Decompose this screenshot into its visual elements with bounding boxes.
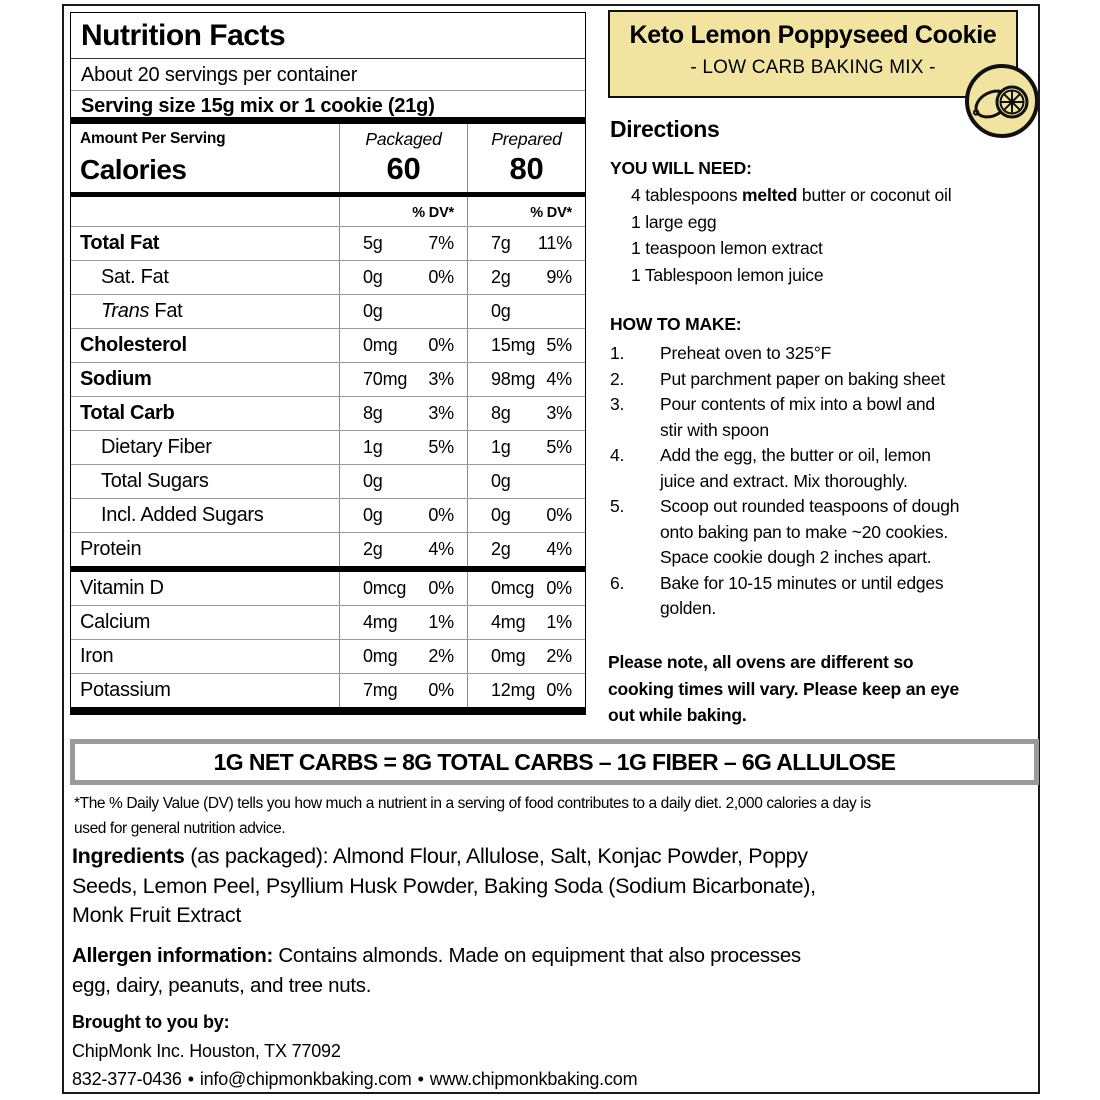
nutrient-label: Incl. Added Sugars	[101, 504, 264, 526]
daily-value-footnote	[74, 791, 1039, 841]
packaged-dv: 0%	[428, 578, 454, 598]
nutrient-label: Cholesterol	[80, 334, 187, 356]
how-to-make-heading: HOW TO MAKE:	[610, 314, 742, 334]
packaged-values	[339, 606, 467, 639]
prepared-dv: 5%	[546, 335, 572, 355]
net-carbs-banner: 1G NET CARBS = 8G TOTAL CARBS – 1G FIBER – 6G ALLULOSE	[70, 739, 1039, 785]
dv-header-packaged: % DV*	[339, 197, 467, 226]
packaged-dv: 0%	[428, 335, 454, 355]
how-to-make-step	[610, 494, 1035, 571]
allergen-line: egg, dairy, peanuts, and tree nuts.	[72, 974, 372, 997]
step-number: 1.	[610, 343, 625, 363]
packaged-values	[339, 533, 467, 566]
panel-bottom-bar	[71, 707, 585, 714]
packaged-amount: 8g	[363, 403, 383, 423]
nutrient-label: Dietary Fiber	[101, 436, 212, 458]
packaged-amount: 1g	[363, 437, 383, 457]
need-item-bold-text: melted	[742, 185, 798, 205]
prepared-amount: 15mg	[491, 335, 536, 355]
packaged-amount: 0mg	[363, 646, 398, 666]
nutrition-facts-title: Nutrition Facts	[71, 13, 585, 59]
allergen-text: Contains almonds. Made on equipment that also processes	[272, 944, 801, 967]
brought-by-label: Brought to you by:	[72, 1012, 230, 1032]
prepared-amount: 0mcg	[491, 578, 535, 598]
nutrient-row	[71, 397, 585, 431]
packaged-values	[339, 227, 467, 260]
prepared-dv: 2%	[546, 646, 572, 666]
prepared-amount: 0mg	[491, 646, 526, 666]
prepared-values	[467, 431, 585, 464]
nutrient-label: Total Sugars	[101, 470, 209, 492]
packaged-values	[339, 363, 467, 396]
prepared-values	[467, 261, 585, 294]
packaged-values	[339, 499, 467, 532]
packaged-amount: 0mcg	[363, 578, 407, 598]
prepared-amount: 12mg	[491, 680, 536, 700]
ingredients-line: Monk Fruit Extract	[72, 903, 242, 927]
company-address: ChipMonk Inc. Houston, TX 77092	[72, 1040, 341, 1061]
prepared-amount: 0g	[491, 505, 511, 525]
nutrient-row	[71, 499, 585, 533]
how-to-make-step	[610, 443, 1035, 494]
packaged-dv: 5%	[428, 437, 454, 457]
nutrient-label: Total Carb	[80, 402, 175, 424]
packaged-dv: 0%	[428, 680, 454, 700]
ingredients-text: (as packaged): Almond Flour, Allulose, Salt, Konjac Powder, Poppy	[184, 844, 808, 868]
product-header-box	[608, 10, 1018, 98]
amount-per-serving-label: Amount Per Serving	[80, 130, 226, 147]
calories-section	[71, 124, 585, 197]
footer-section	[72, 1008, 1052, 1094]
nutrient-label: Sat. Fat	[101, 266, 169, 288]
nutrient-row	[71, 572, 585, 606]
nutrition-facts-panel	[70, 12, 586, 715]
need-item: 1 teaspoon lemon extract	[631, 238, 823, 258]
step-number: 6.	[610, 572, 625, 593]
step-text: Preheat oven to 325°F	[660, 343, 832, 363]
nutrient-row	[71, 295, 585, 329]
packaged-dv: 0%	[428, 267, 454, 287]
prepared-amount: 0g	[491, 471, 511, 491]
calories-packaged-value: 60	[339, 148, 467, 192]
prepared-amount: 2g	[491, 267, 511, 287]
nutrient-row	[71, 363, 585, 397]
packaged-values	[339, 397, 467, 430]
packaged-amount: 5g	[363, 233, 383, 253]
nutrient-label: Iron	[80, 645, 114, 667]
nutrient-label: Total Fat	[80, 232, 160, 254]
calories-label: Calories	[80, 154, 187, 185]
prepared-values	[467, 227, 585, 260]
step-text: Pour contents of mix into a bowl and stir with spoon	[660, 394, 935, 440]
how-to-make-steps	[610, 341, 1035, 622]
need-item	[631, 182, 1035, 209]
prepared-values	[467, 533, 585, 566]
nutrient-label: Protein	[80, 538, 142, 560]
prepared-dv: 0%	[546, 680, 572, 700]
prepared-dv: 0%	[546, 578, 572, 598]
phone-number: 832-377-0436	[72, 1069, 182, 1089]
nutrient-label: Vitamin D	[80, 577, 164, 599]
packaged-dv: 1%	[428, 612, 454, 632]
nutrient-row	[71, 227, 585, 261]
please-note-line: Please note, all ovens are different so	[608, 652, 914, 672]
step-text: Put parchment paper on baking sheet	[660, 368, 945, 389]
prepared-values	[467, 640, 585, 673]
prepared-values	[467, 499, 585, 532]
prepared-values	[467, 329, 585, 362]
lemon-icon	[963, 62, 1041, 140]
prepared-amount: 7g	[491, 233, 511, 253]
prepared-dv: 9%	[546, 267, 572, 287]
prepared-dv: 11%	[537, 233, 572, 253]
packaged-values	[339, 295, 467, 328]
how-to-make-step	[610, 571, 1035, 622]
nutrient-rows	[71, 227, 585, 707]
nutrient-row	[71, 465, 585, 499]
prepared-amount: 98mg	[491, 369, 536, 389]
product-title: Keto Lemon Poppyseed Cookie	[629, 21, 997, 49]
prepared-values	[467, 295, 585, 328]
directions-heading: Directions	[610, 116, 720, 142]
packaged-dv: 3%	[428, 403, 454, 423]
packaged-values	[339, 674, 467, 707]
packaged-values	[339, 431, 467, 464]
packaged-values	[339, 329, 467, 362]
packaged-amount: 0g	[363, 267, 383, 287]
prepared-values	[467, 572, 585, 605]
nutrient-row	[71, 674, 585, 707]
nutrient-label: Calcium	[80, 611, 151, 633]
contact-line	[72, 1065, 1052, 1094]
how-to-make-step	[610, 341, 1035, 367]
packaged-values	[339, 572, 467, 605]
you-will-need-section	[610, 158, 1035, 288]
prepared-dv: 0%	[546, 505, 572, 525]
nutrient-row	[71, 533, 585, 572]
daily-value-header-row	[71, 197, 585, 227]
packaged-values	[339, 640, 467, 673]
step-number: 4.	[610, 445, 625, 465]
prepared-values	[467, 606, 585, 639]
need-item: 1 Tablespoon lemon juice	[631, 264, 824, 285]
packaged-amount: 0g	[363, 505, 383, 525]
prepared-dv: 4%	[546, 369, 572, 389]
serving-size: Serving size 15g mix or 1 cookie (21g)	[71, 91, 585, 124]
please-note-line: cooking times will vary. Please keep an eye	[608, 678, 959, 699]
prepared-amount: 0g	[491, 301, 511, 321]
prepared-amount: 4mg	[491, 612, 526, 632]
prepared-amount: 8g	[491, 403, 511, 423]
footnote-line: *The % Daily Value (DV) tells you how much a nutrient in a serving of food contributes to a daily diet. 2,000 calories a day is	[74, 795, 871, 812]
prepared-values	[467, 397, 585, 430]
prepared-amount: 1g	[491, 437, 511, 457]
nutrient-row	[71, 431, 585, 465]
need-item: 1 large egg	[631, 211, 717, 232]
prepared-values	[467, 465, 585, 498]
packaged-amount: 2g	[363, 539, 383, 559]
please-note-line: out while baking.	[608, 705, 747, 725]
prepared-dv: 1%	[546, 612, 572, 632]
packaged-dv: 7%	[428, 233, 454, 253]
packaged-amount: 7mg	[363, 680, 398, 700]
packaged-amount: 0g	[363, 301, 383, 321]
packaged-values	[339, 261, 467, 294]
nutrient-row	[71, 261, 585, 295]
you-will-need-list	[610, 182, 1035, 288]
how-to-make-step	[610, 367, 1035, 393]
servings-per-container: About 20 servings per container	[71, 59, 585, 91]
nutrient-row	[71, 640, 585, 674]
packaged-dv: 2%	[428, 646, 454, 666]
packaged-amount: 4mg	[363, 612, 398, 632]
packaged-amount: 0g	[363, 471, 383, 491]
prepared-dv: 4%	[546, 539, 572, 559]
need-item-text: butter or coconut oil	[797, 185, 952, 205]
packaged-values	[339, 465, 467, 498]
dv-header-prepared: % DV*	[467, 197, 585, 226]
step-number: 3.	[610, 394, 625, 414]
step-number: 5.	[610, 496, 625, 516]
prepared-amount: 2g	[491, 539, 511, 559]
nutrient-label: Sodium	[80, 368, 152, 390]
how-to-make-step	[610, 392, 1035, 443]
nutrient-row	[71, 329, 585, 363]
nutrient-label: Potassium	[80, 679, 171, 701]
allergen-label: Allergen information:	[72, 944, 273, 967]
footnote-line: used for general nutrition advice.	[74, 820, 286, 837]
ingredients-line: Seeds, Lemon Peel, Psyllium Husk Powder, Baking Soda (Sodium Bicarbonate),	[72, 873, 816, 898]
prepared-dv: 3%	[546, 403, 572, 423]
ingredients-section	[72, 842, 1052, 931]
email-address: info@chipmonkbaking.com	[199, 1069, 412, 1089]
how-to-make-section	[610, 314, 1035, 622]
packaged-dv: 0%	[428, 505, 454, 525]
packaged-amount: 70mg	[363, 369, 408, 389]
dv-header-spacer	[71, 197, 339, 226]
ingredients-line	[72, 842, 1052, 872]
allergen-line	[72, 941, 1052, 971]
website-url: www.chipmonkbaking.com	[429, 1069, 638, 1089]
need-item-text: 4 tablespoons	[631, 185, 743, 205]
bullet-separator: •	[187, 1069, 194, 1089]
packaged-dv: 3%	[428, 369, 454, 389]
ingredients-label: Ingredients	[72, 844, 185, 868]
packaged-dv: 4%	[428, 539, 454, 559]
allergen-section	[72, 941, 1052, 1001]
you-will-need-heading: YOU WILL NEED:	[610, 158, 752, 178]
step-text: Add the egg, the butter or oil, lemon juice and extract. Mix thoroughly.	[660, 445, 931, 491]
nutrient-row	[71, 606, 585, 640]
bullet-separator: •	[417, 1069, 424, 1089]
step-text: Scoop out rounded teaspoons of dough onto baking pan to make ~20 cookies. Space cookie dough 2 inches apart.	[660, 496, 960, 567]
prepared-values	[467, 363, 585, 396]
nutrient-label: Trans Fat	[101, 300, 183, 322]
calories-prepared-value: 80	[467, 148, 585, 192]
column-header-prepared: Prepared	[467, 124, 585, 148]
prepared-dv: 5%	[546, 437, 572, 457]
column-header-packaged: Packaged	[339, 124, 467, 148]
please-note	[608, 649, 1038, 729]
product-subtitle: - LOW CARB BAKING MIX -	[690, 57, 936, 78]
packaged-amount: 0mg	[363, 335, 398, 355]
prepared-values	[467, 674, 585, 707]
step-text: Bake for 10-15 minutes or until edges golden.	[660, 572, 944, 618]
step-number: 2.	[610, 368, 625, 389]
